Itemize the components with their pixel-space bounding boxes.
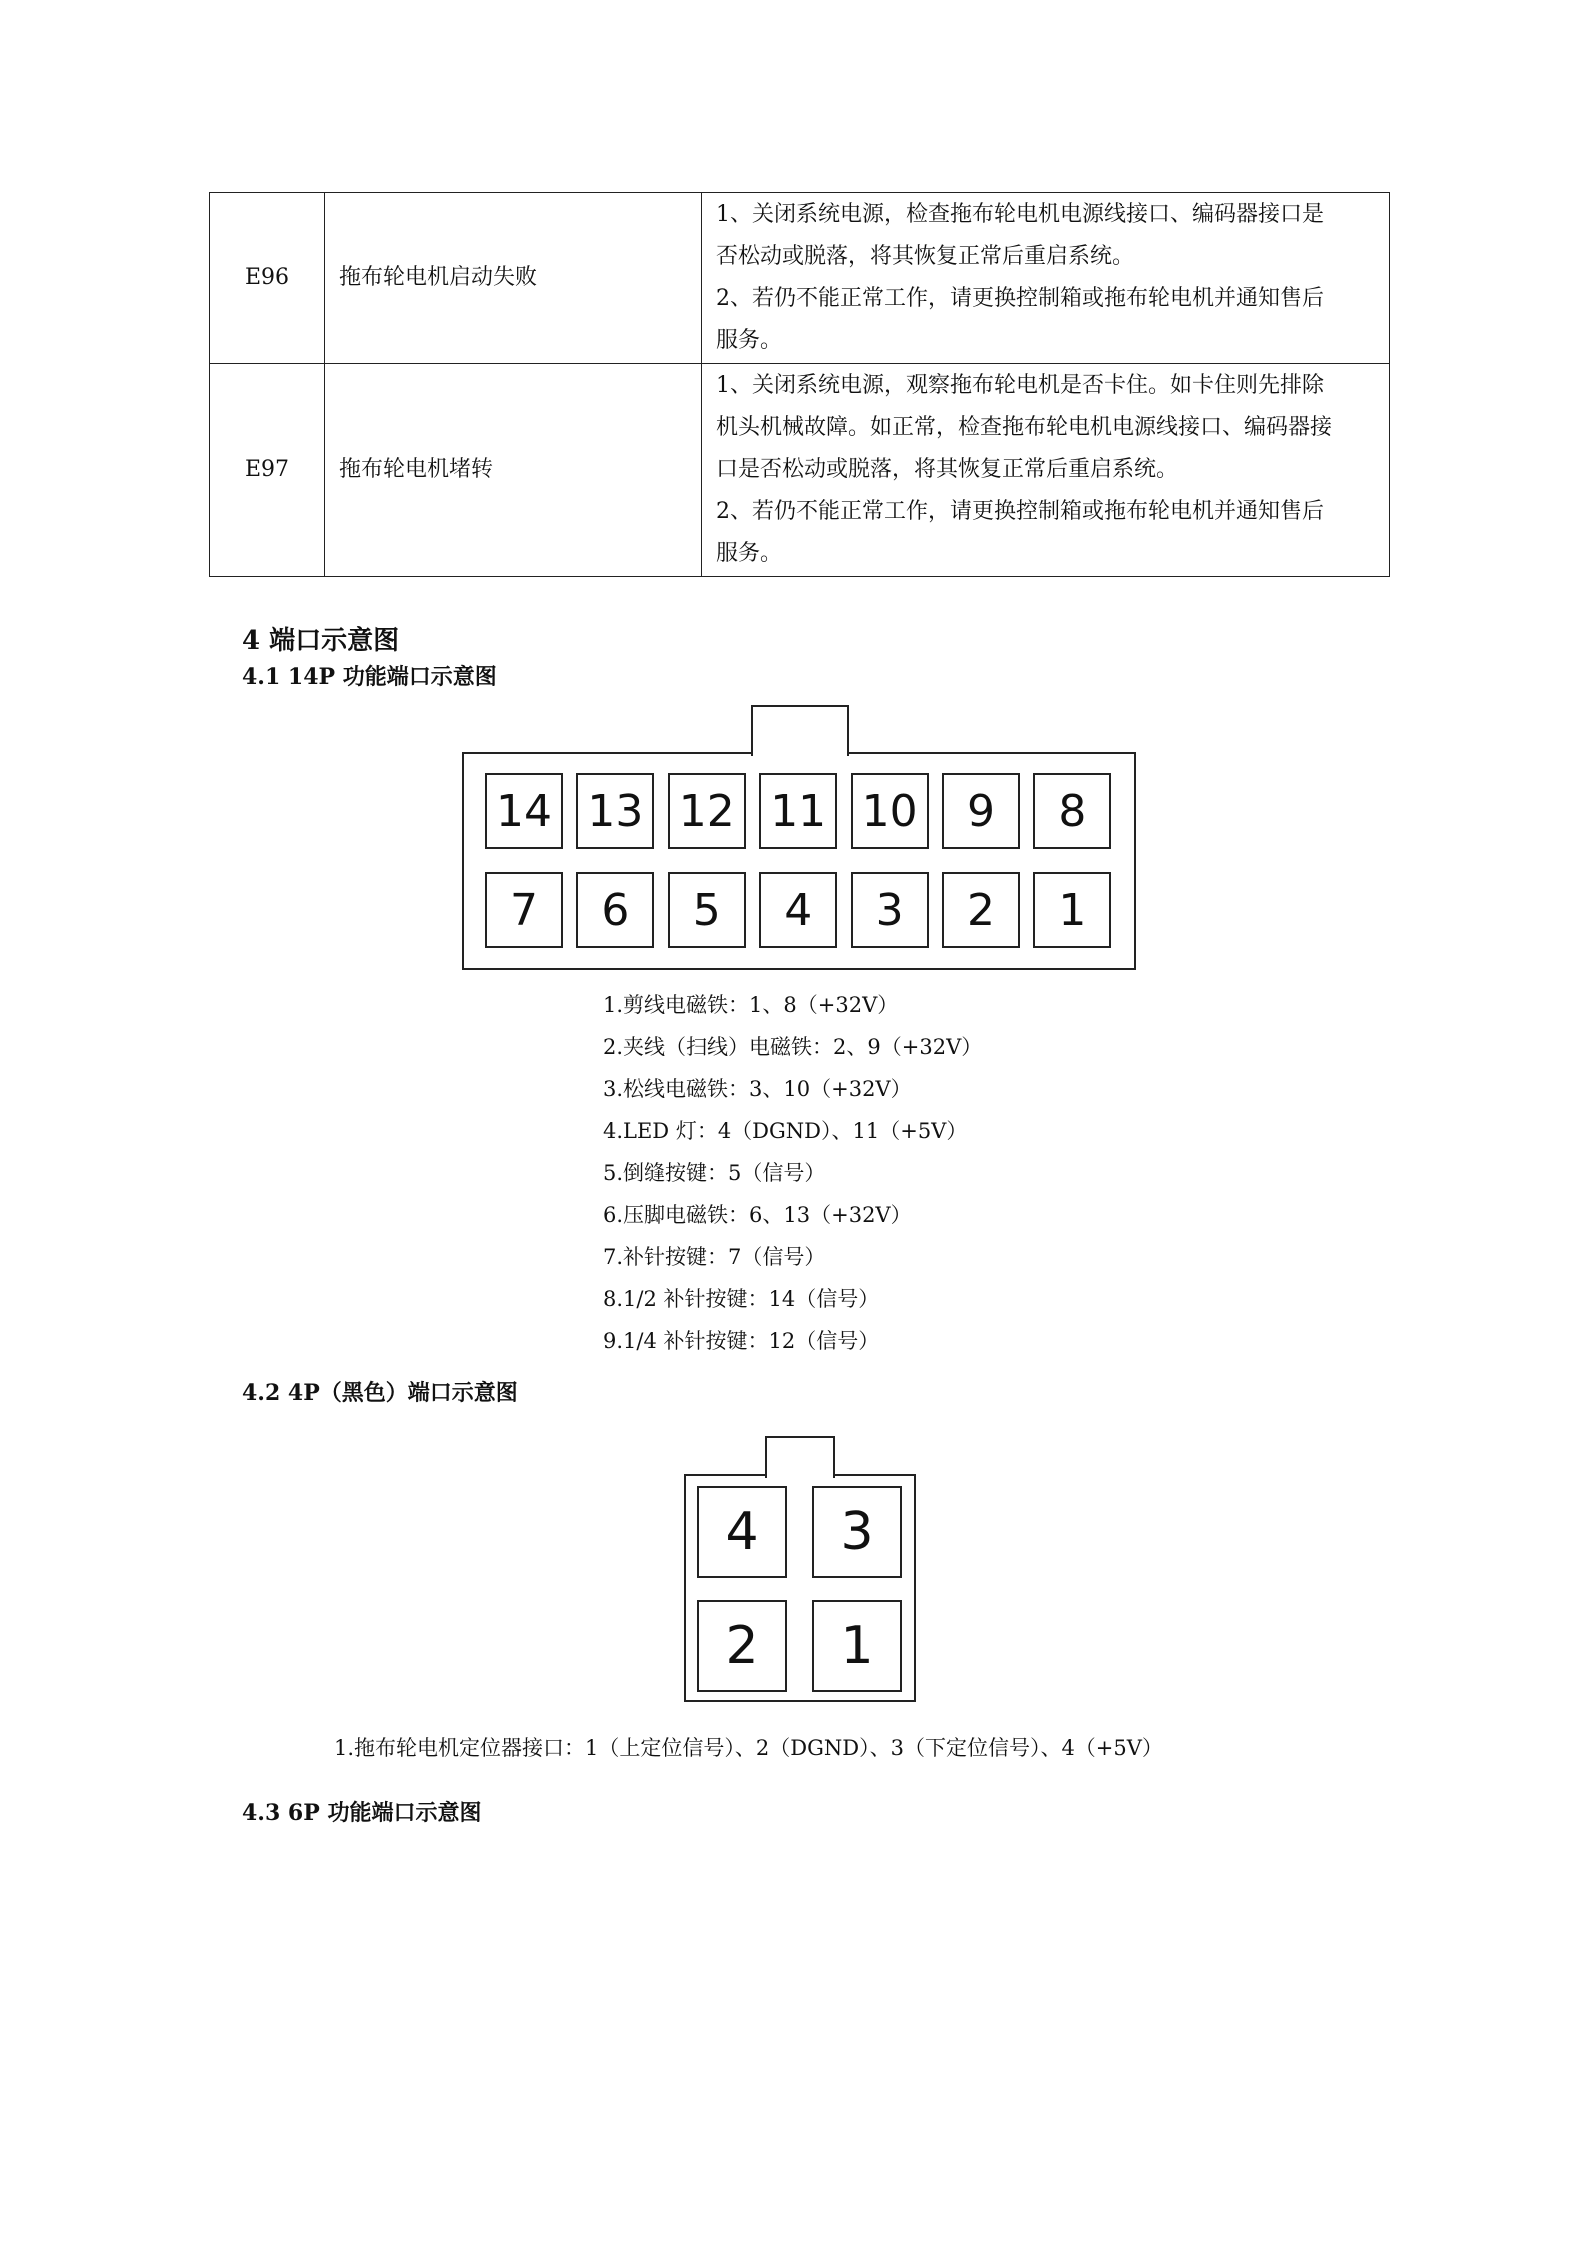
list-item: 6.压脚电磁铁：6、13（+32V） (603, 1203, 912, 1227)
pin-5: 5 (668, 872, 746, 948)
error-name: 拖布轮电机堵转 (325, 364, 702, 577)
list-item: 9.1/4 补针按键：12（信号） (603, 1329, 880, 1353)
error-solution (702, 364, 1390, 577)
error-code-table (209, 192, 1390, 577)
list-item: 7.补针按键：7（信号） (603, 1245, 826, 1269)
pin-1: 1 (812, 1600, 902, 1692)
pin-2: 2 (697, 1600, 787, 1692)
pin-3: 3 (851, 872, 929, 948)
pin-8: 8 (1033, 773, 1111, 849)
pin-1: 1 (1033, 872, 1111, 948)
pin-3: 3 (812, 1486, 902, 1578)
solution-line: 2、若仍不能正常工作，请更换控制箱或拖布轮电机并通知售后 (716, 286, 1324, 311)
solution-line: 2、若仍不能正常工作，请更换控制箱或拖布轮电机并通知售后 (716, 499, 1324, 524)
solution-line: 1、关闭系统电源，观察拖布轮电机是否卡住。如卡住则先排除 (716, 373, 1324, 398)
subsection-title-14p: 4.1 14P 功能端口示意图 (242, 664, 497, 690)
list-item: 1.剪线电磁铁：1、8（+32V） (603, 993, 899, 1017)
error-code: E97 (210, 364, 325, 577)
pin-11: 11 (759, 773, 837, 849)
list-item: 2.夹线（扫线）电磁铁：2、9（+32V） (603, 1035, 983, 1059)
error-code: E96 (210, 193, 325, 364)
pin-14: 14 (485, 773, 563, 849)
subsection-title-6p: 4.3 6P 功能端口示意图 (242, 1800, 482, 1826)
solution-line: 服务。 (716, 328, 783, 353)
table-row (210, 364, 1390, 577)
connector-14p-latch (751, 705, 849, 756)
solution-line: 服务。 (716, 541, 783, 566)
pin-12: 12 (668, 773, 746, 849)
section-title: 4 端口示意图 (242, 626, 400, 656)
connector-4p-latch (765, 1436, 835, 1478)
solution-line: 否松动或脱落，将其恢复正常后重启系统。 (716, 244, 1135, 269)
table-row (210, 193, 1390, 364)
pin-6: 6 (576, 872, 654, 948)
subsection-title-4p: 4.2 4P（黑色）端口示意图 (242, 1380, 518, 1406)
list-item: 3.松线电磁铁：3、10（+32V） (603, 1077, 912, 1101)
list-item: 5.倒缝按键：5（信号） (603, 1161, 826, 1185)
error-solution (702, 193, 1390, 364)
pin-7: 7 (485, 872, 563, 948)
error-name: 拖布轮电机启动失败 (325, 193, 702, 364)
pin-2: 2 (942, 872, 1020, 948)
list-item: 4.LED 灯：4（DGND）、11（+5V） (603, 1119, 968, 1143)
pin-10: 10 (851, 773, 929, 849)
pin-9: 9 (942, 773, 1020, 849)
list-item: 8.1/2 补针按键：14（信号） (603, 1287, 880, 1311)
pin-13: 13 (576, 773, 654, 849)
solution-line: 1、关闭系统电源，检查拖布轮电机电源线接口、编码器接口是 (716, 202, 1324, 227)
pin-4: 4 (759, 872, 837, 948)
solution-line: 口是否松动或脱落，将其恢复正常后重启系统。 (716, 457, 1179, 482)
solution-line: 机头机械故障。如正常，检查拖布轮电机电源线接口、编码器接 (716, 415, 1333, 440)
pin-list-14p (603, 984, 982, 1362)
pin-4: 4 (697, 1486, 787, 1578)
pin-note-4p: 1.拖布轮电机定位器接口：1（上定位信号）、2（DGND）、3（下定位信号）、4（+5V） (334, 1736, 1163, 1760)
